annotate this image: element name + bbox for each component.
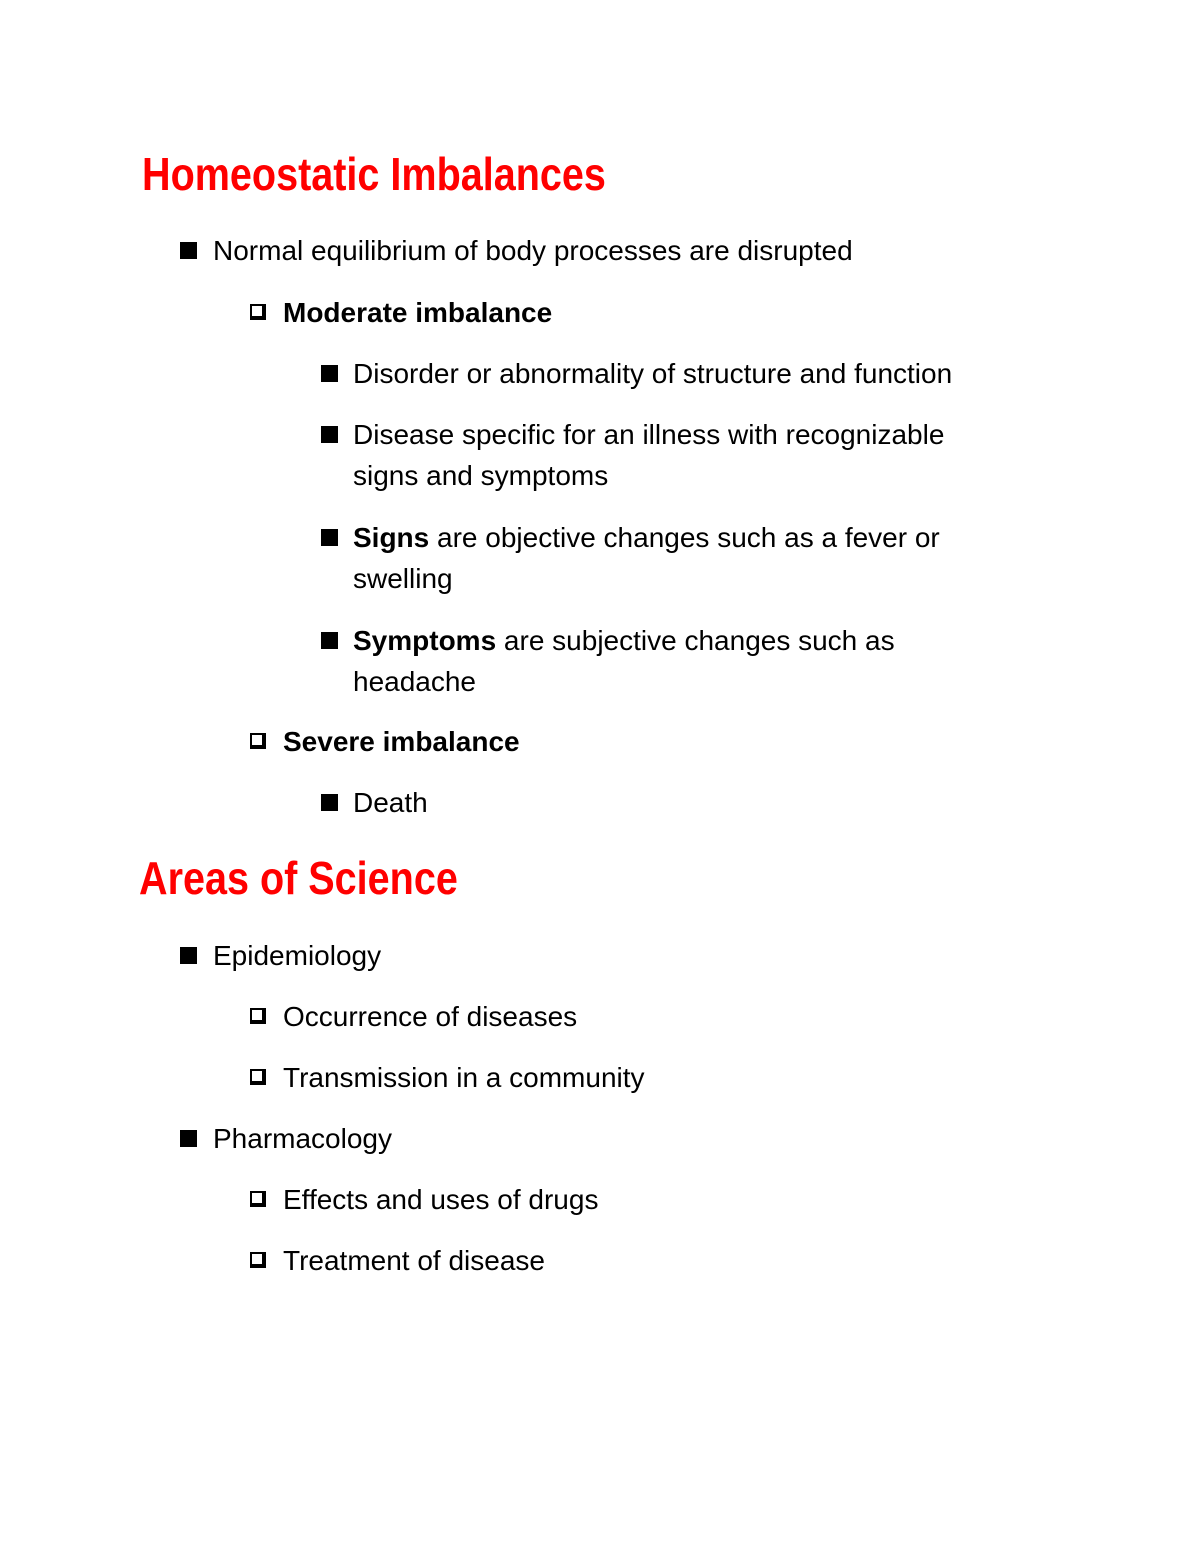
list-item-text: Disorder or abnormality of structure and function [353,358,953,389]
list-item-text [353,620,895,661]
list-item [250,292,552,333]
list-item-text: Death [353,787,428,818]
list-item [180,1118,392,1159]
list-item-text: Moderate imbalance [283,297,553,328]
list-item-text-continued: signs and symptoms [353,460,609,491]
list-item-text [353,517,940,558]
checkbox-bullet-icon [250,1191,266,1207]
square-bullet-icon [321,365,338,382]
list-item-text: Pharmacology [213,1123,392,1154]
list-item-text: Effects and uses of drugs [283,1184,599,1215]
list-item [250,1179,598,1220]
list-item-text: Treatment of disease [283,1245,545,1276]
square-bullet-icon [321,794,338,811]
checkbox-bullet-icon [250,1252,266,1268]
square-bullet-icon [180,947,197,964]
list-item [321,517,940,599]
list-item-text: Normal equilibrium of body processes are disrupted [213,235,853,266]
list-item-text: Transmission in a community [283,1062,645,1093]
term-signs: Signs [353,522,430,553]
list-item [321,353,952,394]
checkbox-bullet-icon [250,304,266,320]
list-item-text: Severe imbalance [283,726,520,757]
section-heading-areas-of-science: Areas of Science [139,852,458,904]
square-bullet-icon [321,529,338,546]
list-item [250,721,520,762]
list-item [180,935,381,976]
list-item [321,620,895,702]
list-item [321,782,428,823]
list-item-text-rest: are objective changes such as a fever or [429,522,940,553]
list-item-text: Epidemiology [213,940,382,971]
list-item-text-rest: are subjective changes such as [496,625,895,656]
list-item [180,230,853,271]
square-bullet-icon [321,426,338,443]
list-item [321,414,944,496]
list-item [250,1057,645,1098]
list-item [250,996,577,1037]
square-bullet-icon [180,1130,197,1147]
checkbox-bullet-icon [250,1008,266,1024]
checkbox-bullet-icon [250,733,266,749]
list-item [250,1240,545,1281]
list-item-text-continued: swelling [353,563,453,594]
list-item-text: Disease specific for an illness with recognizable [353,419,945,450]
checkbox-bullet-icon [250,1069,266,1085]
square-bullet-icon [180,242,197,259]
section-heading-homeostatic-imbalances: Homeostatic Imbalances [142,148,606,200]
term-symptoms: Symptoms [353,625,497,656]
list-item-text: Occurrence of diseases [283,1001,578,1032]
list-item-text-continued: headache [353,666,477,697]
square-bullet-icon [321,632,338,649]
